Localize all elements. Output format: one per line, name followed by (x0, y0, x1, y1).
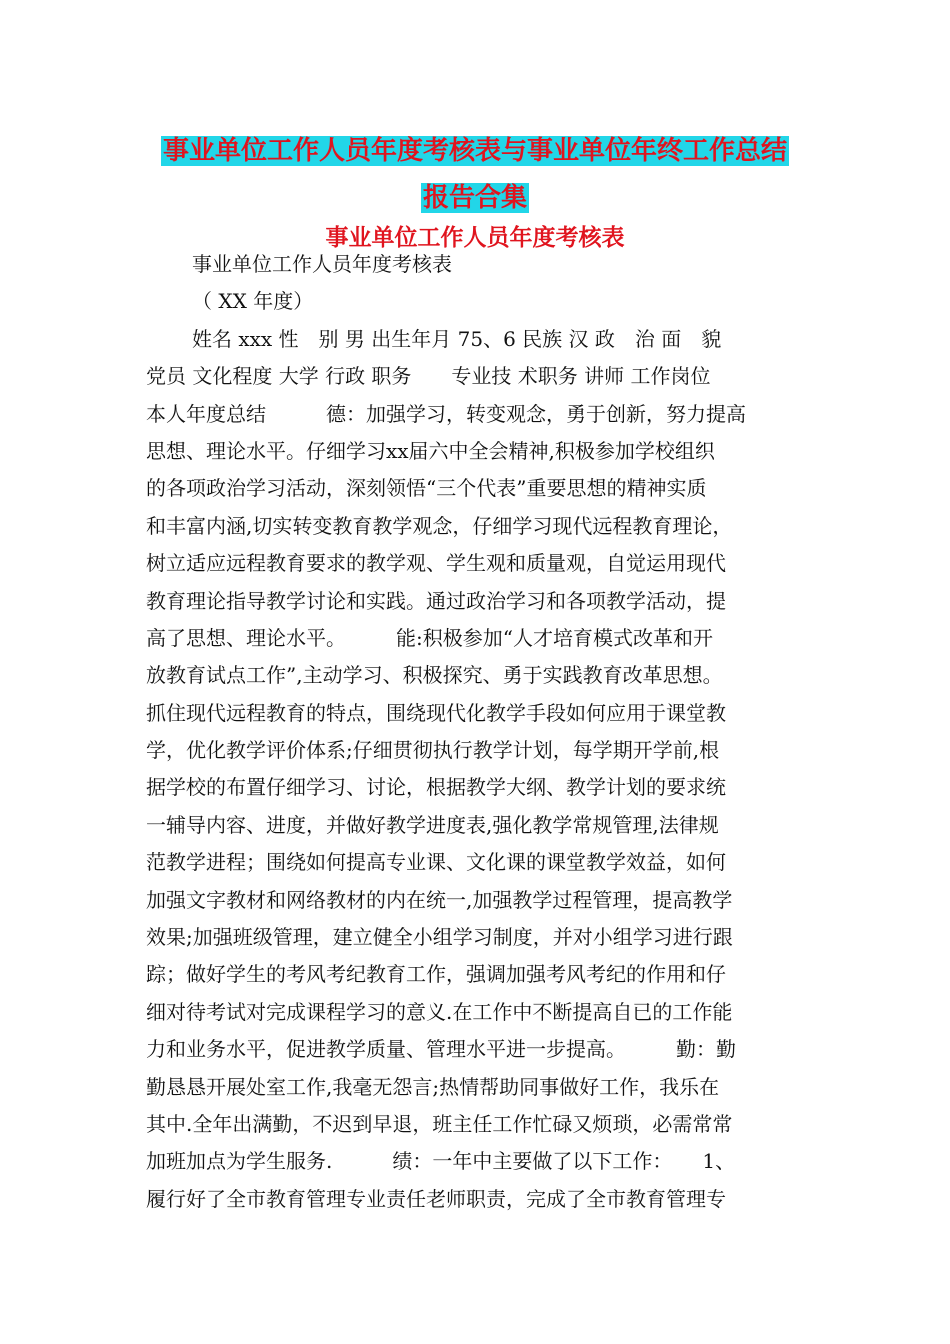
body-line: 学，优化教学评价体系;仔细贯彻执行教学计划，每学期开学前,根 (146, 738, 720, 763)
body-line: 范教学进程；围绕如何提高专业课、文化课的课堂教学效益，如何 (146, 850, 726, 875)
body-line: 勤恳恳开展处室工作,我毫无怨言;热情帮助同事做好工作，我乐在 (146, 1074, 720, 1099)
body-line: 和丰富内涵,切实转变教育教学观念，仔细学习现代远程教育理论， (146, 513, 733, 538)
body-line: 效果;加强班级管理，建立健全小组学习制度，并对小组学习进行跟 (146, 925, 733, 950)
body-line: 抓住现代远程教育的特点，围绕现代化教学手段如何应用于课堂教 (146, 700, 726, 725)
body-line: 据学校的布置仔细学习、讨论，根据教学大纲、教学计划的要求统 (146, 775, 726, 800)
body-line: 高了思想、理论水平。 能:积极参加“人才培育模式改革和开 (146, 625, 713, 650)
document-title-line-2: 报告合集 (422, 183, 527, 213)
body-line: 事业单位工作人员年度考核表 (192, 252, 452, 276)
document-body (146, 246, 810, 1218)
body-line: 放教育试点工作”,主动学习、积极探究、勇于实践教育改革思想。 (146, 663, 723, 688)
body-line: 的各项政治学习活动，深刻领悟“三个代表”重要思想的精神实质 (146, 476, 707, 501)
body-line: 细对待考试对完成课程学习的意义.在工作中不断提高自已的工作能 (146, 999, 733, 1024)
body-line: 加强文字教材和网络教材的内在统一,加强教学过程管理，提高教学 (146, 887, 733, 912)
body-line: 姓名 xxx 性 别 男 出生年月 75、6 民族 汉 政 治 面 貌 (192, 326, 722, 351)
document-title-line-1: 事业单位工作人员年度考核表与事业单位年终工作总结 (162, 136, 787, 166)
body-line: 党员 文化程度 大学 行政 职务 专业技 术职务 讲师 工作岗位 (146, 364, 711, 389)
body-line: 其中.全年出满勤，不迟到早退，班主任工作忙碌又烦琐，必需常常 (146, 1111, 733, 1136)
body-line: （ XX 年度） (192, 289, 314, 314)
body-line: 本人年度总结 德：加强学习，转变观念，勇于创新，努力提高 (146, 401, 746, 426)
body-line: 树立适应远程教育要求的教学观、学生观和质量观，自觉运用现代 (146, 551, 726, 576)
body-line: 力和业务水平，促进教学质量、管理水平进一步提高。 勤：勤 (146, 1037, 736, 1062)
document-subtitle: 事业单位工作人员年度考核表 (325, 225, 625, 251)
body-line: 履行好了全市教育管理专业责任老师职责，完成了全市教育管理专 (146, 1186, 726, 1211)
body-line: 教育理论指导教学讨论和实践。通过政治学习和各项教学活动，提 (146, 588, 726, 613)
body-line: 踪；做好学生的考风考纪教育工作，强调加强考风考纪的作用和仔 (146, 962, 726, 987)
body-line: 一辅导内容、进度，并做好教学进度表,强化教学常规管理,法律规 (146, 812, 719, 837)
body-line: 加班加点为学生服务. 绩：一年中主要做了以下工作： 1、 (146, 1149, 736, 1174)
body-line: 思想、理论水平。仔细学习xx届六中全会精神,积极参加学校组织 (146, 438, 715, 463)
